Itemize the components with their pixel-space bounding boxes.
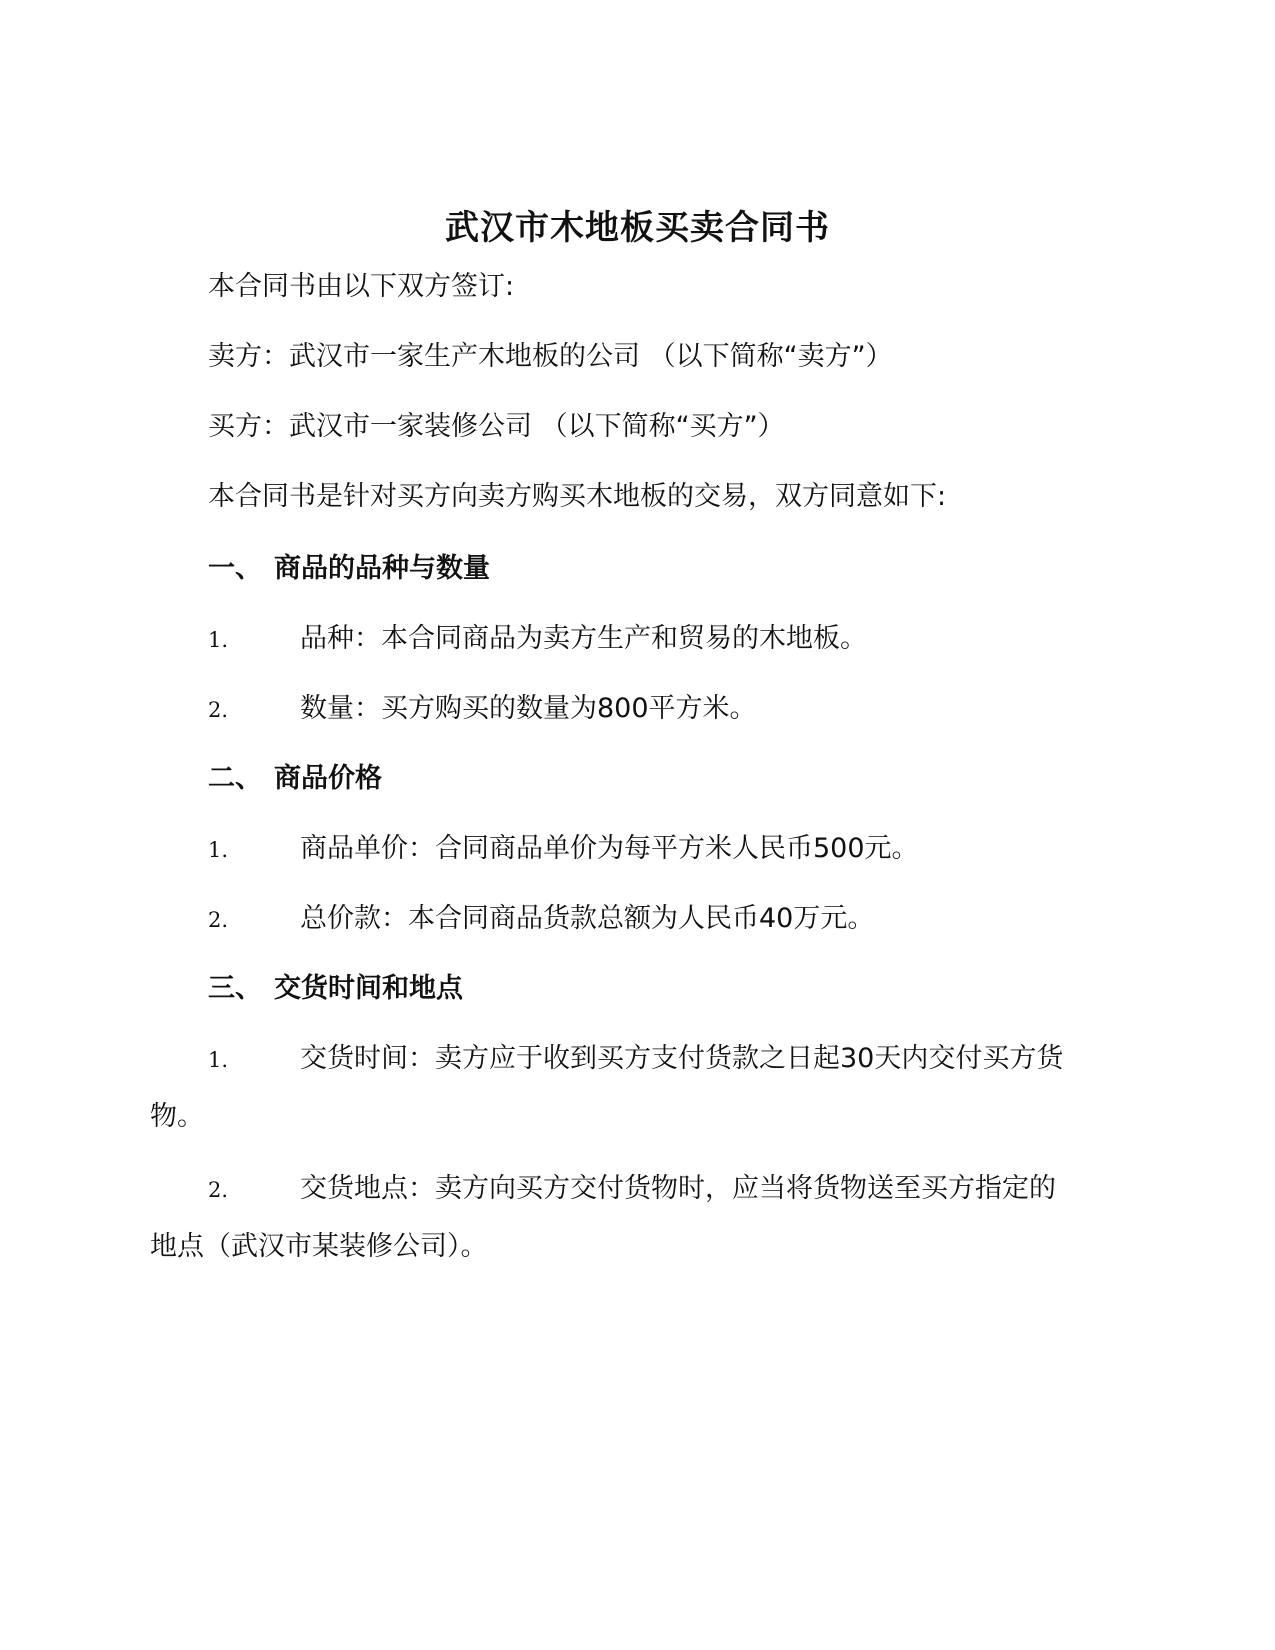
purpose-line: 本合同书是针对买方向卖方购买木地板的交易，双方同意如下: xyxy=(208,481,947,512)
item-text: 总价款：本合同商品货款总额为人民币40万元。 xyxy=(300,903,875,934)
section-number: 二、 xyxy=(208,763,262,794)
section-heading xyxy=(208,969,463,1009)
item-text: 商品单价：合同商品单价为每平方米人民币500元。 xyxy=(300,833,919,864)
item-index: 2. xyxy=(208,1178,229,1202)
section-number: 一、 xyxy=(208,553,262,584)
section-title: 商品的品种与数量 xyxy=(274,553,490,584)
item-index: 1. xyxy=(208,838,229,862)
item-continuation: 物。 xyxy=(150,1101,204,1132)
item-text: 数量：买方购买的数量为800平方米。 xyxy=(300,693,757,724)
document-title: 武汉市木地板买卖合同书 xyxy=(445,208,830,248)
seller-line: 卖方：武汉市一家生产木地板的公司 （以下简称“卖方”） xyxy=(208,341,893,372)
section-number: 三、 xyxy=(208,973,262,1004)
intro-line: 本合同书由以下双方签订: xyxy=(208,271,515,302)
section-title: 交货时间和地点 xyxy=(274,973,463,1004)
item-index: 1. xyxy=(208,628,229,652)
list-item xyxy=(208,829,919,870)
section-heading xyxy=(208,549,490,589)
item-index: 2. xyxy=(208,698,229,722)
item-index: 1. xyxy=(208,1048,229,1072)
item-text: 交货时间：卖方应于收到买方支付货款之日起30天内交付买方货 xyxy=(300,1043,1064,1074)
item-text: 交货地点：卖方向买方交付货物时，应当将货物送至买方指定的 xyxy=(300,1173,1056,1204)
section-title: 商品价格 xyxy=(274,763,382,794)
list-item xyxy=(208,689,757,730)
buyer-line: 买方：武汉市一家装修公司 （以下简称“买方”） xyxy=(208,411,785,442)
item-index: 2. xyxy=(208,908,229,932)
list-item xyxy=(208,899,874,940)
item-text: 品种：本合同商品为卖方生产和贸易的木地板。 xyxy=(300,623,867,654)
list-item xyxy=(208,619,867,660)
list-item xyxy=(208,1039,1063,1080)
list-item xyxy=(208,1169,1056,1210)
item-continuation: 地点（武汉市某装修公司）。 xyxy=(150,1231,488,1262)
section-heading xyxy=(208,759,382,799)
